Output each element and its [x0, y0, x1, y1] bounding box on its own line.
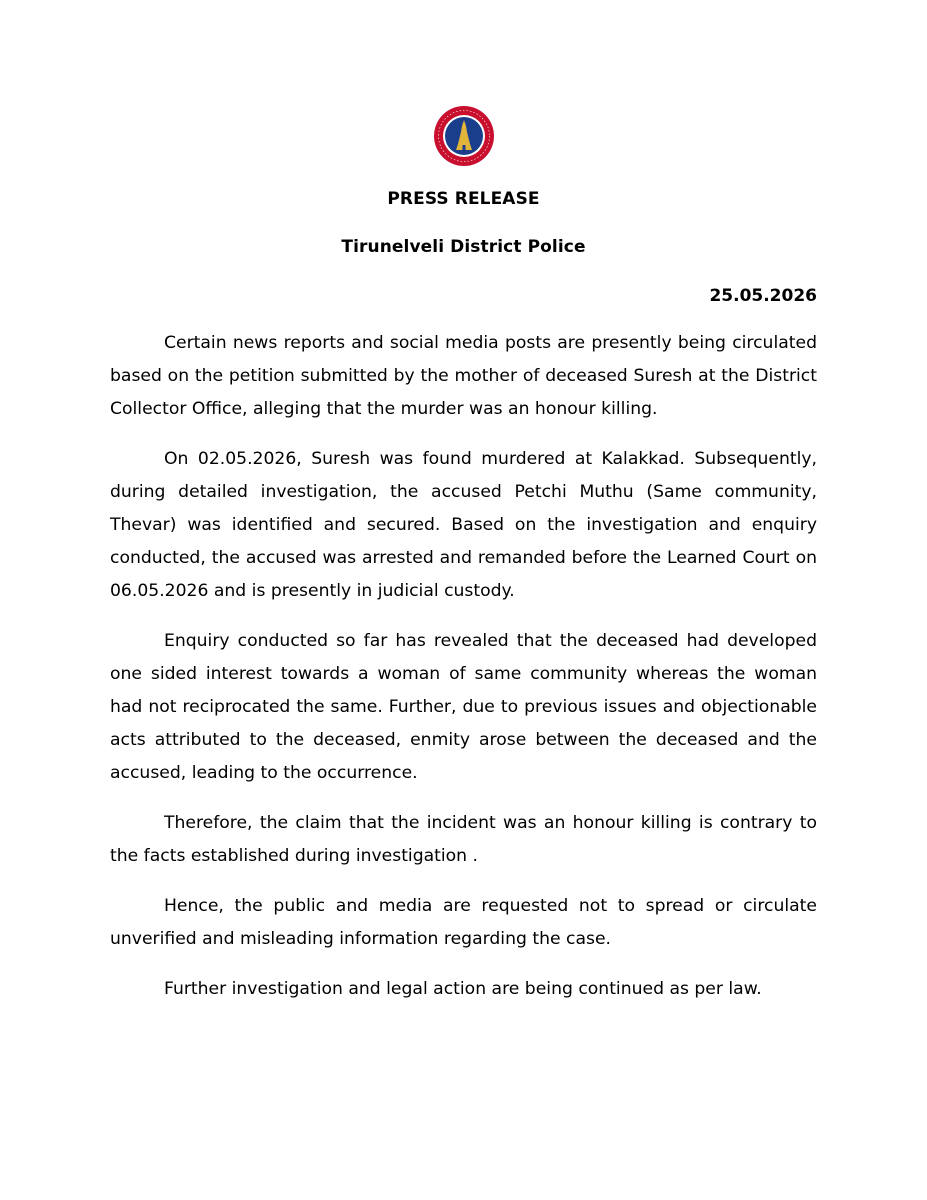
- tamil-nadu-police-emblem: [432, 104, 496, 168]
- page-title: PRESS RELEASE: [387, 189, 540, 209]
- paragraph: Enquiry conducted so far has revealed that the deceased had developed one sided interest towards a woman of same community whereas the woman had not reciprocated the same. Further, due to previous issues and objectionable acts attributed to the deceased, enmity arose between the deceased and the accused, leading to the occurrence.: [110, 631, 817, 783]
- release-body: [110, 327, 817, 1023]
- release-date: 25.05.2026: [709, 286, 817, 306]
- paragraph: Certain news reports and social media posts are presently being circulated based on the petition submitted by the mother of deceased Suresh at the District Collector Office, alleging that the murder was an honour killing.: [110, 333, 817, 419]
- paragraph: Further investigation and legal action are being continued as per law.: [164, 979, 762, 999]
- paragraph: Therefore, the claim that the incident was an honour killing is contrary to the facts established during investigation .: [110, 813, 817, 866]
- paragraph: On 02.05.2026, Suresh was found murdered at Kalakkad. Subsequently, during detailed investigation, the accused Petchi Muthu (Same community, Thevar) was identified and secured. Based on the investigation and enquiry conducted, the accused was arrested and remanded before the Learned Court on 06.05.2026 and is presently in judicial custody.: [110, 449, 817, 601]
- department-name: Tirunelveli District Police: [341, 237, 586, 257]
- paragraph: Hence, the public and media are requested not to spread or circulate unverified and misleading information regarding the case.: [110, 896, 817, 949]
- emblem-icon: [432, 104, 496, 168]
